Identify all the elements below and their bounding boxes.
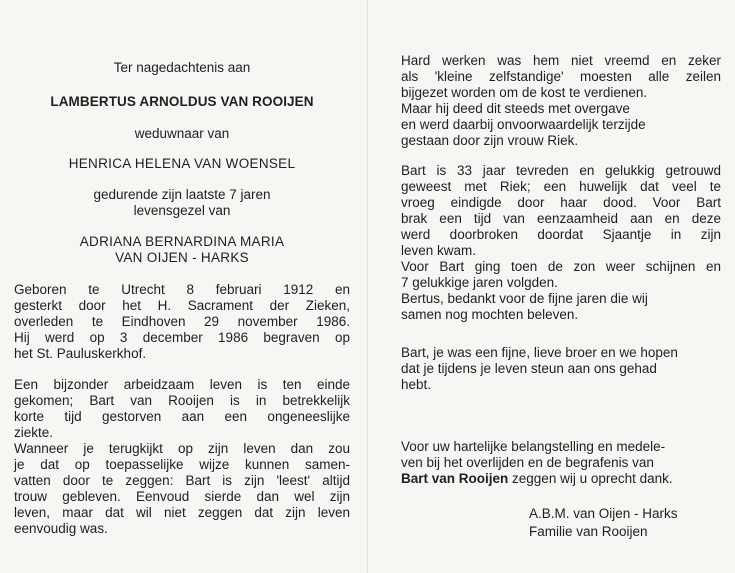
- partner-name-2: VAN OIJEN - HARKS: [115, 250, 249, 265]
- marriage-line: samen nog mochten beleven.: [401, 307, 579, 322]
- bio-line: overleden te Eindhoven 29 november 1986.: [14, 314, 350, 329]
- partner-label-1: gedurende zijn laatste 7 jaren: [93, 187, 271, 202]
- bio-paragraph: [14, 282, 350, 362]
- bio-line: Hij werd op 3 december 1986 begraven op: [14, 330, 350, 345]
- fold-line: [367, 0, 368, 573]
- marriage-line: Voor Bart ging toen de zon weer schijnen en: [401, 259, 721, 274]
- marriage-paragraph: [401, 163, 721, 323]
- spouse-name: HENRICA HELENA VAN WOENSEL: [68, 156, 296, 171]
- work-line: Maar hij deed dit steeds met overgave: [401, 101, 630, 116]
- signature-2: Familie van Rooijen: [529, 524, 648, 539]
- marriage-line: Bertus, bedankt voor de fijne jaren die wij: [401, 291, 648, 306]
- work-line: gestaan door zijn vrouw Riek.: [401, 133, 579, 148]
- work-line: als 'kleine zelfstandige' moesten alle zeilen: [401, 69, 721, 84]
- life-line: je dat op toepasselijke wijze kunnen samen-: [14, 457, 350, 472]
- life-line: korte tijd gestorven aan een ongeneeslijke: [14, 409, 350, 424]
- life-line: Een bijzonder arbeidzaam leven is ten einde: [14, 377, 350, 392]
- partner-label-2: levensgezel van: [133, 203, 231, 218]
- life-line: Wanneer je terugkijkt op zijn leven dan zou: [14, 441, 350, 456]
- bio-line: het St. Pauluskerkhof.: [14, 346, 147, 361]
- brother-line: hebt.: [401, 377, 432, 392]
- life-line: ziekte.: [14, 425, 54, 440]
- life-line: gekomen; Bart van Rooijen is in betrekkelijk: [14, 393, 350, 408]
- thanks-line: ven bij het overlijden en de begrafenis van: [401, 455, 654, 470]
- thanks-line: Voor uw hartelijke belangstelling en medele-: [401, 439, 666, 454]
- marriage-line: Bart is 33 jaar tevreden en gelukkig getrouwd: [401, 163, 721, 178]
- brother-line: Bart, je was een fijne, lieve broer en we hopen: [401, 345, 678, 360]
- marriage-line: vroeg eindigde door haar dood. Voor Bart: [401, 195, 721, 210]
- life-line: leven, maar dat wil niet zeggen dat zijn leven: [14, 505, 350, 520]
- marriage-line: werd doorbroken doordat Sjaantje in zijn: [401, 227, 721, 242]
- brother-paragraph: [401, 345, 721, 393]
- work-line: Hard werken was hem niet vreemd en zeker: [401, 53, 721, 68]
- thanks-name: Bart van Rooijen: [401, 471, 509, 486]
- life-line: trouw gebleven. Eenvoud sierde dan wel zijn: [14, 489, 350, 504]
- brother-line: dat je tijdens je leven steun aan ons gehad: [401, 361, 657, 376]
- partner-name-1: ADRIANA BERNARDINA MARIA: [79, 234, 285, 249]
- marriage-line: 7 gelukkige jaren volgden.: [401, 275, 558, 290]
- signature-1: A.B.M. van Oijen - Harks: [529, 506, 678, 521]
- bio-line: gesterkt door het H. Sacrament der Zieken,: [14, 298, 350, 313]
- marriage-line: geweest met Riek; een huwelijk dat veel te: [401, 179, 721, 194]
- marriage-line: leven kwam.: [401, 243, 477, 258]
- widower-label: weduwnaar van: [134, 126, 230, 141]
- thanks-paragraph: [401, 439, 721, 487]
- thanks-line-rest: zeggen wij u oprecht dank.: [508, 471, 673, 486]
- marriage-line: brak een tijd van eenzaamheid aan en deze: [401, 211, 721, 226]
- work-line: en werd daarbij onvoorwaardelijk terzijde: [401, 117, 646, 132]
- work-paragraph: [401, 53, 721, 149]
- deceased-name: LAMBERTUS ARNOLDUS VAN ROOIJEN: [50, 94, 314, 109]
- thanks-line: [401, 471, 721, 487]
- bio-line: Geboren te Utrecht 8 februari 1912 en: [14, 282, 350, 297]
- life-line: vatten door te zeggen: Bart is zijn 'leest' altijd: [14, 473, 350, 488]
- life-paragraph: [14, 377, 350, 537]
- intro-text: Ter nagedachtenis aan: [113, 60, 251, 75]
- work-line: bijgezet worden om de kost te verdienen.: [401, 85, 648, 100]
- life-line: eenvoudig was.: [14, 521, 108, 536]
